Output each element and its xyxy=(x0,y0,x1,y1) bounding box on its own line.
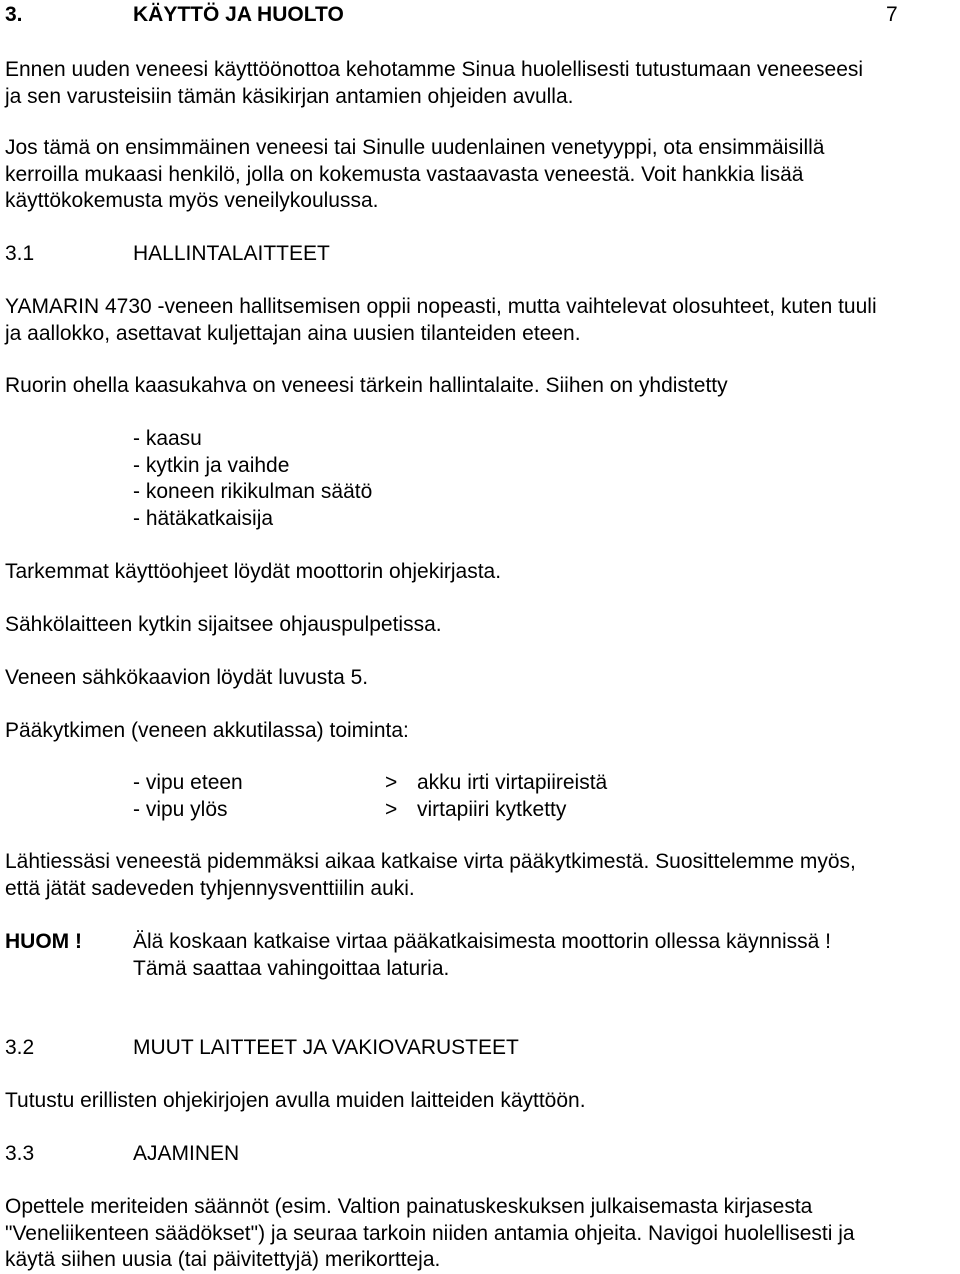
note-label: HUOM ! xyxy=(5,930,82,953)
text-line: ja aallokko, asettavat kuljettajan aina uusien tilanteiden eteen. xyxy=(5,321,581,345)
text-line: Lähtiessäsi veneestä pidemmäksi aikaa katkaise virta pääkytkimestä. Suosittelemme myös, xyxy=(5,850,856,873)
intro-paragraph-1 xyxy=(5,57,863,110)
list-item: - kytkin ja vaihde xyxy=(133,453,290,477)
page-number: 7 xyxy=(886,3,898,26)
text-line: "Veneliikenteen säädökset") ja seuraa tarkoin niiden antamia ohjeita. Navigoi huolellisesti ja xyxy=(5,1221,855,1245)
switch-row-action: - vipu eteen xyxy=(133,771,243,794)
section-3-1-paragraph-3: Tarkemmat käyttöohjeet löydät moottorin ohjekirjasta. xyxy=(5,560,502,583)
text-line: Opettele meriteiden säännöt (esim. Valtion painatuskeskuksen julkaisemasta kirjasesta xyxy=(5,1195,813,1218)
text-line: Ennen uuden veneesi käyttöönottoa kehotamme Sinua huolellisesti tutustumaan veneeseesi xyxy=(5,58,864,81)
section-3-2-number: 3.2 xyxy=(5,1036,35,1059)
text-line: käyttökokemusta myös veneilykoulussa. xyxy=(5,189,379,212)
switch-row-result: akku irti virtapiireistä xyxy=(417,771,608,794)
section-3-3-paragraph xyxy=(5,1194,855,1274)
section-3-1-title: HALLINTALAITTEET xyxy=(133,242,330,265)
controls-list xyxy=(133,426,372,532)
section-3-1-number: 3.1 xyxy=(5,242,35,265)
switch-row-result: virtapiiri kytketty xyxy=(417,798,567,821)
section-3-2-paragraph: Tutustu erillisten ohjekirjojen avulla muiden laitteiden käyttöön. xyxy=(5,1089,586,1112)
chapter-title: KÄYTTÖ JA HUOLTO xyxy=(133,3,344,26)
chapter-number: 3. xyxy=(5,3,23,26)
section-3-1-paragraph-7 xyxy=(5,849,856,902)
section-3-1-paragraph-2: Ruorin ohella kaasukahva on veneesi tärkein hallintalaite. Siihen on yhdistetty xyxy=(5,374,728,397)
section-3-2-title: MUUT LAITTEET JA VAKIOVARUSTEET xyxy=(133,1036,519,1059)
text-line: että jätät sadeveden tyhjennysventtiilin auki. xyxy=(5,876,415,900)
section-3-1-paragraph-5: Veneen sähkökaavion löydät luvusta 5. xyxy=(5,666,369,689)
section-3-1-paragraph-6: Pääkytkimen (veneen akkutilassa) toiminta: xyxy=(5,719,409,742)
list-item: - kaasu xyxy=(133,427,202,450)
text-line: Jos tämä on ensimmäinen veneesi tai Sinulle uudenlainen venetyyppi, ota ensimmäisillä xyxy=(5,136,825,159)
text-line: ja sen varusteisiin tämän käsikirjan antamien ohjeiden avulla. xyxy=(5,84,574,108)
section-3-3-title: AJAMINEN xyxy=(133,1142,240,1165)
text-line: kerroilla mukaasi henkilö, jolla on kokemusta vastaavasta veneestä. Voit hankkia lisää xyxy=(5,162,804,186)
switch-row-arrow: > xyxy=(385,771,398,794)
text-line: YAMARIN 4730 -veneen hallitsemisen oppii nopeasti, mutta vaihtelevat olosuhteet, kuten tuuli xyxy=(5,295,877,318)
list-item: - hätäkatkaisija xyxy=(133,506,274,530)
note-text xyxy=(133,929,831,982)
text-line: Älä koskaan katkaise virtaa pääkatkaisimesta moottorin ollessa käynnissä ! xyxy=(133,930,832,953)
intro-paragraph-2 xyxy=(5,135,824,215)
text-line: Tämä saattaa vahingoittaa laturia. xyxy=(133,956,450,980)
section-3-3-number: 3.3 xyxy=(5,1142,35,1165)
section-3-1-paragraph-4: Sähkölaitteen kytkin sijaitsee ohjauspulpetissa. xyxy=(5,613,442,636)
switch-row-arrow: > xyxy=(385,798,398,821)
list-item: - koneen rikikulman säätö xyxy=(133,480,373,503)
text-line: käytä siihen uusia (tai päivitettyjä) merikortteja. xyxy=(5,1248,441,1271)
switch-row-action: - vipu ylös xyxy=(133,798,228,821)
section-3-1-paragraph-1 xyxy=(5,294,877,347)
